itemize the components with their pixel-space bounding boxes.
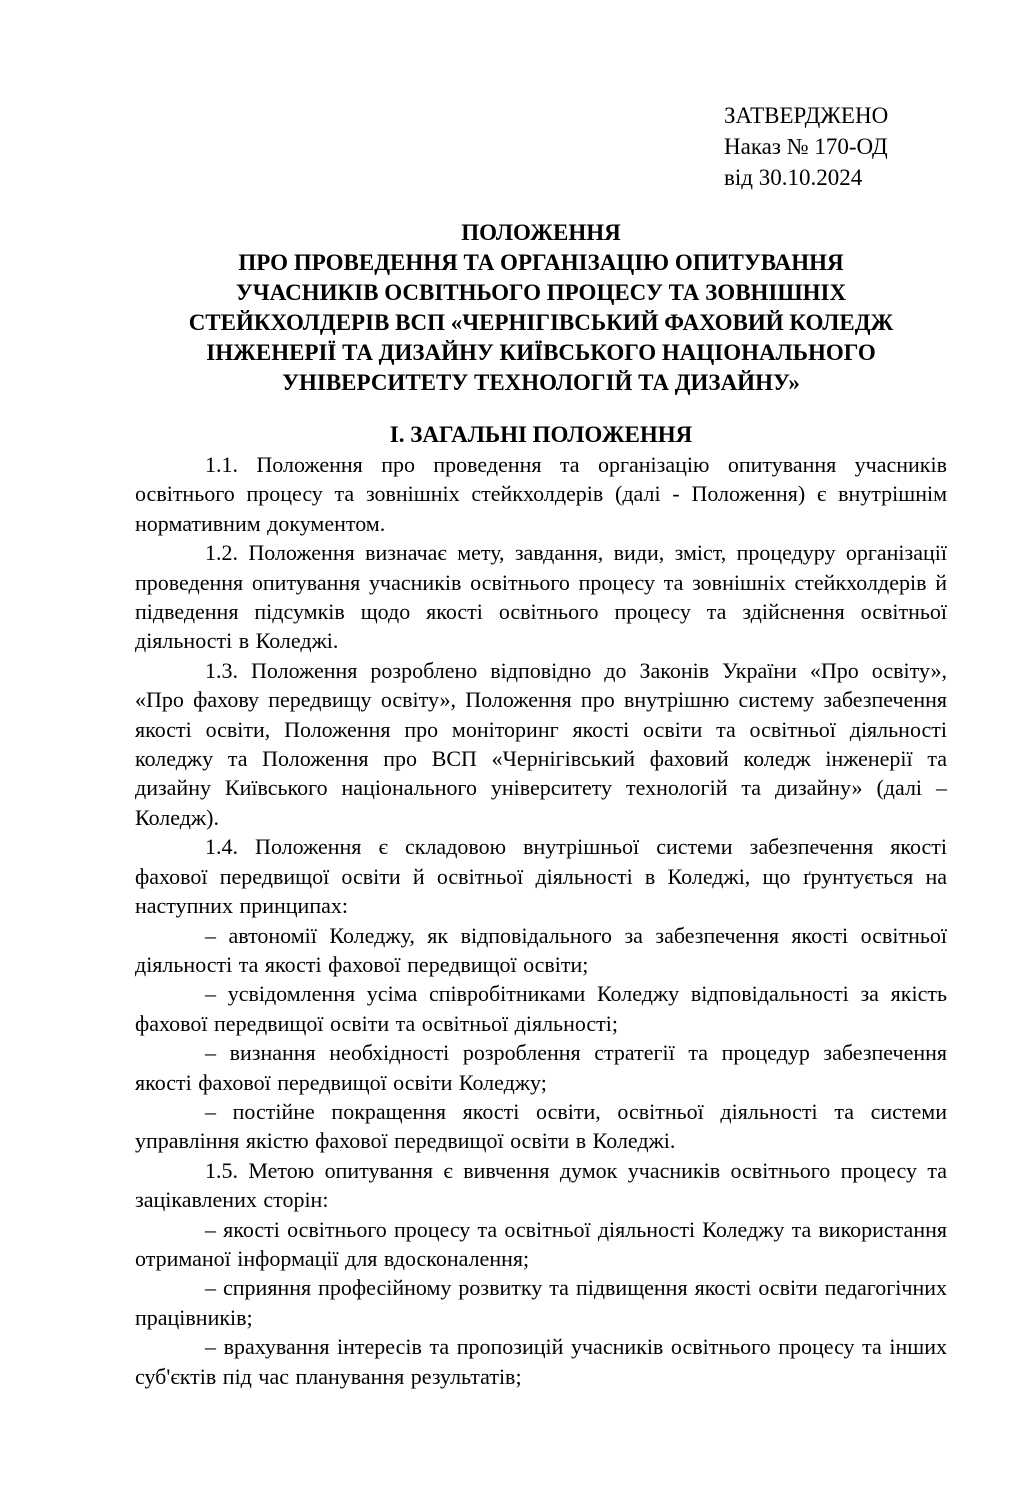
- approval-block: [724, 100, 947, 193]
- approval-stamp-label: ЗАТВЕРДЖЕНО: [724, 103, 889, 128]
- bullet-principle-autonomy: – автономії Коледжу, як відповідального за забезпечення якості освітньої діяльності та якості фахової передвищої освіти;: [135, 922, 947, 977]
- document-title-line: УЧАСНИКІВ ОСВІТНЬОГО ПРОЦЕСУ ТА ЗОВНІШНІХ: [235, 280, 847, 305]
- bullet-goal-interests: – врахування інтересів та пропозицій учасників освітнього процесу та інших суб'єктів під час планування результатів;: [135, 1334, 947, 1389]
- bullet-principle-improvement: – постійне покращення якості освіти, освітньої діяльності та системи управління якістю фахової передвищої освіти в Коледжі.: [135, 1098, 947, 1154]
- paragraph-1-1: 1.1. Положення про проведення та організацію опитування учасників освітнього процесу та зовнішніх стейкхолдерів (далі - Положення) є внутрішнім нормативним документом.: [135, 452, 947, 536]
- bullet-principle-awareness: – усвідомлення усіма співробітниками Коледжу відповідальності за якість фахової передвищої освіти та освітньої діяльності;: [135, 981, 947, 1036]
- section-body: [135, 450, 947, 1391]
- bullet-principle-strategy: – визнання необхідності розроблення стратегії та процедур забезпечення якості фахової передвищої освіти Коледжу;: [135, 1040, 947, 1095]
- section-heading: І. ЗАГАЛЬНІ ПОЛОЖЕННЯ: [389, 422, 693, 447]
- paragraph-1-5: 1.5. Метою опитування є вивчення думок учасників освітнього процесу та зацікавлених сторін:: [135, 1157, 947, 1213]
- paragraph-1-4: 1.4. Положення є складовою внутрішньої системи забезпечення якості фахової передвищої освіти й освітньої діяльності в Коледжі, що ґрунтується на наступних принципах:: [135, 834, 947, 919]
- document-title: [135, 218, 947, 398]
- bullet-goal-quality: – якості освітнього процесу та освітньої діяльності Коледжу та використання отриманої інформації для вдосконалення;: [135, 1216, 947, 1271]
- approval-order-number: Наказ № 170-ОД: [724, 134, 888, 159]
- bullet-goal-professional-development: – сприяння професійному розвитку та підвищення якості освіти педагогічних працівників;: [135, 1275, 947, 1330]
- document-title-line: СТЕЙКХОЛДЕРІВ ВСП «ЧЕРНІГІВСЬКИЙ ФАХОВИЙ КОЛЕДЖ: [188, 310, 894, 335]
- document-title-line: ІНЖЕНЕРІЇ ТА ДИЗАЙНУ КИЇВСЬКОГО НАЦІОНАЛЬНОГО: [206, 340, 876, 365]
- document-title-line: ПРО ПРОВЕДЕННЯ ТА ОРГАНІЗАЦІЮ ОПИТУВАННЯ: [238, 250, 844, 275]
- paragraph-1-3: 1.3. Положення розроблено відповідно до Законів України «Про освіту», «Про фахову передвищу освіту», Положення про внутрішню систему забезпечення якості освіти, Положення про моніторинг якості освіти та освітньої діяльності коледжу та Положення про ВСП «Чернігівський фаховий коледж інженерії та дизайну Київського національного університету технологій та дизайну» (далі – Коледж).: [135, 657, 947, 830]
- document-title-line: УНІВЕРСИТЕТУ ТЕХНОЛОГІЙ ТА ДИЗАЙНУ»: [282, 370, 800, 395]
- document-title-line: ПОЛОЖЕННЯ: [461, 220, 621, 245]
- paragraph-1-2: 1.2. Положення визначає мету, завдання, види, зміст, процедуру організації проведення опитування учасників освітнього процесу та зовнішніх стейкхолдерів й підведення підсумків щодо якості освітнього процесу та здійснення освітньої діяльності в Коледжі.: [135, 540, 947, 654]
- approval-order-date: від 30.10.2024: [724, 165, 863, 190]
